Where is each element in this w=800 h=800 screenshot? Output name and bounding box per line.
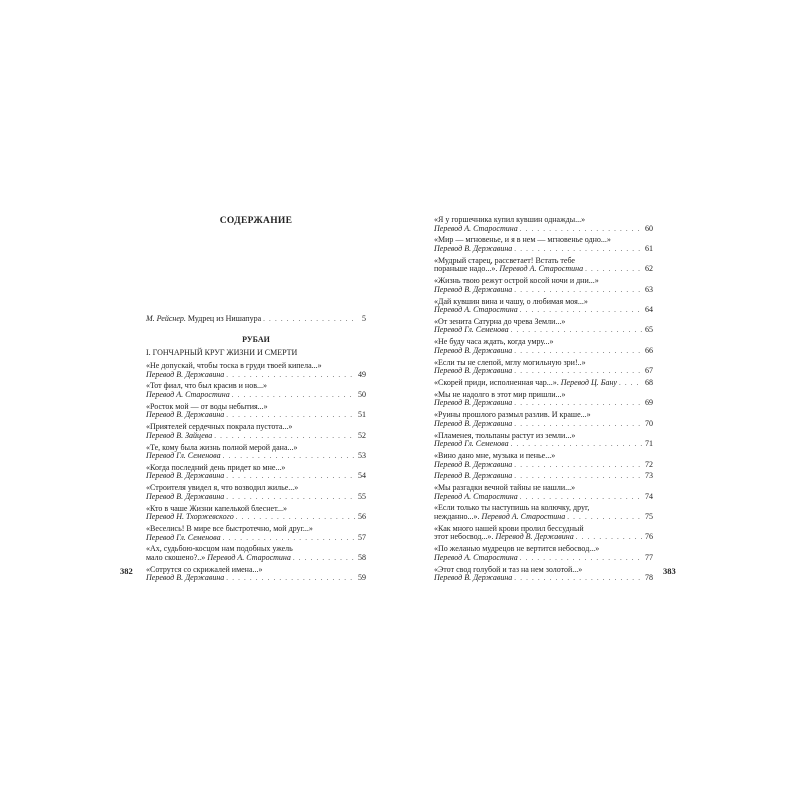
toc-entry: «Если ты не слепой, мглу могильную зри!..» Перевод В. Державина . . . 67 <box>434 359 653 376</box>
toc-entry: «Сотрутся со скрижалей имена...» Перевод В. Державина . . . 59 <box>146 566 366 583</box>
toc-entry: «Руины прошлого размыл разлив. И краше...» Перевод В. Державина . . . 70 <box>434 411 653 428</box>
page-number: 382 <box>120 566 133 576</box>
toc-entry: «Пламенея, тюльпаны растут из земли...» Перевод Гл. Семенова . . . 71 <box>434 432 653 449</box>
toc-entry: «Кто в чаше Жизни капелькой блеснет...» Перевод Н. Тхоржевского . . . 56 <box>146 505 366 522</box>
toc-entry: «Мы разгадки вечной тайны не нашли...» Перевод А. Старостина . . . 74 <box>434 484 653 501</box>
toc-entry: «Ах, судьбою-косцом нам подобных ужель мало скошено?..» Перевод А. Старостина . . . 58 <box>146 545 366 562</box>
toc-entry: «Мудрый старец, рассветает! Встать тебе пораньше надо...». Перевод А. Старостина . . . 62 <box>434 257 653 274</box>
toc-entry: «Тот фиал, что был красив и нов...» Перевод А. Старостина . . . 50 <box>146 382 366 399</box>
page-number: 383 <box>663 566 676 576</box>
toc-entry: «Как много нашей крови пролил бесcудный этот небосвод...». Перевод В. Державина . . . 76 <box>434 525 653 542</box>
toc-entry: «Росток мой — от воды небытия...» Перевод В. Державина . . . 51 <box>146 403 366 420</box>
toc-entry: «Когда последний день придет ко мне...» Перевод В. Державина . . . 54 <box>146 464 366 481</box>
intro-title: Мудрец из Нишапура <box>187 314 262 323</box>
toc-entry: «Мы не надолго в этот мир пришли...» Перевод В. Державина . . . 69 <box>434 391 653 408</box>
toc-entry: «Дай кувшин вина и чашу, о любимая моя...» Перевод А. Старостина . . . 64 <box>434 298 653 315</box>
contents-heading: СОДЕРЖАНИЕ <box>219 216 293 226</box>
toc-entry: «Скорей приди, исполненная чар...». Перевод Ц. Бану . . . 68 <box>434 379 653 388</box>
section-title: РУБАИ <box>242 335 270 344</box>
left-entries <box>146 362 366 586</box>
toc-entry: Перевод В. Державина . . . 73 <box>434 472 653 481</box>
right-entries <box>434 216 653 586</box>
toc-entry: «Вино дано мне, музыка и пенье...» Перевод В. Державина . . . 72 <box>434 452 653 469</box>
toc-entry: «Жизнь твою режут острой косой ночи и дни...» Перевод В. Державина . . . 63 <box>434 277 653 294</box>
toc-entry: «Не допускай, чтобы тоска в груди твоей кипела...» Перевод В. Державина . . . 49 <box>146 362 366 379</box>
toc-entry: «От зенита Сатурна до чрева Земли...» Перевод Гл. Семенова . . . 65 <box>434 318 653 335</box>
toc-entry: «Не буду часа ждать, когда умру...» Перевод В. Державина . . . 66 <box>434 338 653 355</box>
toc-entry: «Веселись! В мире все быстротечно, мой друг...» Перевод Гл. Семенова . . . 57 <box>146 525 366 542</box>
intro-page: 5 <box>362 314 366 323</box>
toc-entry: «Те, кому была жизнь полной мерой дана...» Перевод Гл. Семенова . . . 53 <box>146 444 366 461</box>
toc-entry: «Приятелей сердечных покрала пустота...» Перевод В. Зайцева . . . 52 <box>146 423 366 440</box>
intro-entry <box>146 314 366 323</box>
toc-entry: «Если только ты наступишь на колючку, друг, нежданно...». Перевод А. Старостина . . . 75 <box>434 504 653 521</box>
toc-entry: «Я у горшечника купил кувшин однажды...» Перевод А. Старостина . . . 60 <box>434 216 653 233</box>
toc-entry: «Этот свод голубой и таз на нем золотой...» Перевод В. Державина . . . 78 <box>434 566 653 583</box>
toc-entry: «По желанью мудрецов не вертится небосвод...» Перевод А. Старостина . . . 77 <box>434 545 653 562</box>
subsection-title: I. ГОНЧАРНЫЙ КРУГ ЖИЗНИ И СМЕРТИ <box>146 348 298 357</box>
toc-entry: «Строителя увидел я, что возводил жилье...» Перевод В. Державина . . . 55 <box>146 484 366 501</box>
toc-entry: «Мир — мгновенье, и я в нем — мгновенье одно...» Перевод В. Державина . . . 61 <box>434 236 653 253</box>
intro-author: М. Рейснер. <box>146 314 186 323</box>
